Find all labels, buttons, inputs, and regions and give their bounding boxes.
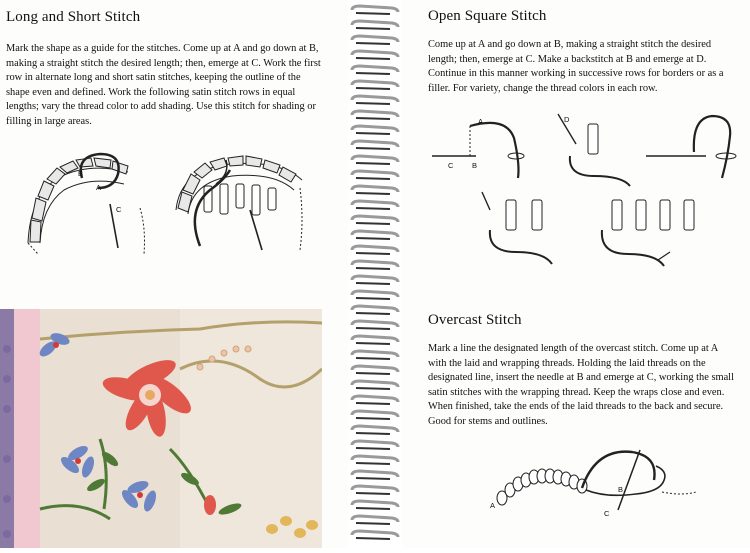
label-c: C	[448, 161, 454, 170]
binding-ring	[352, 366, 398, 374]
overcast-stitch-diagram	[486, 438, 696, 538]
binding-ring	[352, 336, 398, 344]
binding-ring	[352, 186, 398, 194]
binding-ring	[352, 501, 398, 509]
label-b: B	[78, 169, 84, 178]
label-b: B	[472, 161, 478, 170]
open-square-stitch-body: Come up at A and go down at B, making a straight stitch the desired length; then, emerge at C. Make a backstitch at B and emerge at D. Continue in this manner working in successive rows for borders or as a filler. For variety, change the thread colors in each row.	[428, 39, 724, 94]
binding-ring	[352, 81, 398, 89]
binding-ring	[352, 531, 398, 539]
long-short-stitch-diagram-1	[18, 148, 158, 258]
spiral-binding-icon	[348, 0, 402, 548]
right-page	[402, 0, 750, 548]
label-c: C	[604, 509, 610, 518]
binding-ring	[352, 396, 398, 404]
long-short-stitch-diagram-2	[170, 150, 320, 260]
binding-ring	[352, 111, 398, 119]
open-square-stitch-diagram-3	[646, 112, 750, 188]
binding-ring	[352, 36, 398, 44]
label-a: A	[490, 501, 496, 510]
left-page	[0, 0, 348, 548]
label-d: D	[564, 115, 570, 124]
binding-ring	[352, 231, 398, 239]
binding-ring	[352, 96, 398, 104]
overcast-stitch-body: Mark a line the designated length of the overcast stitch. Come up at A with the laid and wrapping threads. Holding the laid threads on the designated line, insert the needle at B and emerge at C, working the small satin stitches with the wrapping thread. Keep the wraps close and even. When finished, take the ends of the laid threads to the back and secure. Good for stems and outlines.	[428, 343, 734, 427]
open-square-stitch-title: Open Square Stitch	[428, 8, 547, 24]
spiral-rings	[348, 0, 402, 548]
binding-ring	[352, 276, 398, 284]
binding-ring	[352, 66, 398, 74]
binding-ring	[352, 51, 398, 59]
binding-ring	[352, 261, 398, 269]
label-a: A	[478, 117, 484, 126]
binding-ring	[352, 201, 398, 209]
binding-ring	[352, 306, 398, 314]
long-short-stitch-title: Long and Short Stitch	[6, 9, 141, 25]
binding-ring	[352, 321, 398, 329]
overcast-stitch-title: Overcast Stitch	[428, 312, 522, 328]
binding-ring	[352, 156, 398, 164]
binding-ring	[352, 171, 398, 179]
binding-ring	[352, 471, 398, 479]
binding-ring	[352, 126, 398, 134]
binding-ring	[352, 246, 398, 254]
embroidery-photo	[0, 309, 322, 548]
binding-ring	[352, 141, 398, 149]
long-short-stitch-body: Mark the shape as a guide for the stitches. Come up at A and go down at B, making a straight stitch the desired length; then, emerge at C. Work the first row in alternate long and short satin stitches, keeping the outline of the shape even and defined. Work the following satin stitch rows in equal lengths; vary the thread color to add shading. Use this stitch for shading or filling in large areas.	[6, 43, 321, 127]
binding-ring	[352, 21, 398, 29]
open-square-stitch-diagram-2	[550, 110, 640, 190]
label-a: A	[96, 183, 102, 192]
binding-ring	[352, 216, 398, 224]
label-c: C	[116, 205, 122, 214]
binding-ring	[352, 426, 398, 434]
binding-ring	[352, 411, 398, 419]
binding-ring	[352, 456, 398, 464]
binding-ring	[352, 441, 398, 449]
binding-ring	[352, 486, 398, 494]
binding-ring	[352, 516, 398, 524]
binding-ring	[352, 381, 398, 389]
open-square-stitch-diagram-5	[598, 190, 718, 270]
open-square-stitch-diagram-1	[430, 108, 540, 188]
binding-ring	[352, 291, 398, 299]
binding-ring	[352, 351, 398, 359]
label-b: B	[618, 485, 624, 494]
binding-ring	[352, 6, 398, 14]
open-square-stitch-diagram-4	[476, 190, 576, 270]
